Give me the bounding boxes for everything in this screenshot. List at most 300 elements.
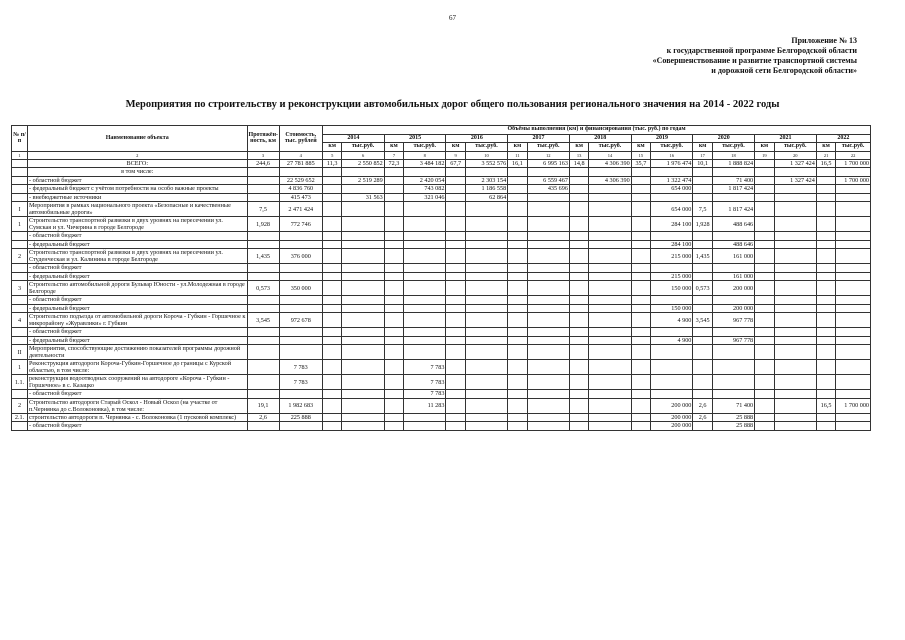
cell-km	[446, 360, 465, 375]
cell-km	[446, 202, 465, 217]
table-row	[12, 202, 871, 217]
row-cost	[279, 168, 322, 177]
cell-km	[384, 264, 403, 273]
cell-rub	[342, 413, 384, 422]
row-number: I	[12, 202, 28, 217]
table-row	[12, 422, 871, 431]
cell-rub	[527, 328, 569, 337]
cell-km	[755, 345, 774, 360]
row-number	[12, 240, 28, 249]
row-number: II	[12, 345, 28, 360]
cell-km	[631, 296, 650, 305]
cell-km	[384, 249, 403, 264]
column-index: 11	[508, 151, 527, 159]
cell-km	[631, 413, 650, 422]
row-length	[247, 176, 279, 185]
cell-rub	[712, 296, 754, 305]
cell-km	[816, 336, 835, 345]
cell-rub: 1 327 424	[774, 159, 816, 168]
row-cost: 7 783	[279, 375, 322, 390]
cell-rub	[465, 336, 507, 345]
row-number	[12, 328, 28, 337]
cell-km	[755, 232, 774, 241]
cell-km	[816, 272, 835, 281]
header-year: 2019	[631, 134, 693, 143]
row-number	[12, 422, 28, 431]
row-name: Реконструкция автодороги Короча-Губкин-Горшечное до границы с Курской областью, в том числе:	[28, 360, 248, 375]
cell-km	[755, 193, 774, 202]
row-cost	[279, 390, 322, 399]
row-cost	[279, 336, 322, 345]
cell-rub	[712, 360, 754, 375]
cell-km	[508, 345, 527, 360]
row-name: Строительство подъезда от автомобильной дороги Короча - Губкин - Горшечное к микрорайону «Журавлики» г. Губкин	[29, 313, 246, 327]
column-index: 17	[693, 151, 712, 159]
cell-rub: 6 995 163	[527, 159, 569, 168]
table-row	[12, 159, 871, 168]
cell-km	[322, 217, 341, 232]
header-unit-rub: тыс.руб.	[404, 143, 446, 152]
cell-rub: 284 100	[651, 240, 693, 249]
row-name: - внебюджетные источники	[28, 193, 248, 202]
row-length	[247, 240, 279, 249]
cell-rub	[342, 336, 384, 345]
header-name: Наименование объекта	[28, 126, 248, 152]
cell-km	[631, 264, 650, 273]
row-number	[12, 296, 28, 305]
cell-km	[569, 345, 588, 360]
cell-km	[693, 336, 712, 345]
cell-rub	[836, 390, 871, 399]
cell-rub	[712, 232, 754, 241]
row-cost: 772 746	[279, 217, 322, 232]
row-length	[247, 296, 279, 305]
cell-rub	[589, 168, 631, 177]
cell-km	[322, 398, 341, 413]
column-index: 15	[631, 151, 650, 159]
cell-rub	[527, 390, 569, 399]
cell-km	[384, 390, 403, 399]
table-row	[12, 249, 871, 264]
cell-rub	[465, 328, 507, 337]
header-unit-km: км	[322, 143, 341, 152]
cell-rub	[589, 232, 631, 241]
cell-km	[755, 272, 774, 281]
cell-rub	[589, 249, 631, 264]
row-cost: 27 781 885	[279, 159, 322, 168]
cell-km: 35,7	[631, 159, 650, 168]
cell-km	[446, 272, 465, 281]
cell-rub: 1 700 000	[836, 176, 871, 185]
row-number	[12, 159, 28, 168]
cell-rub	[651, 375, 693, 390]
cell-km	[693, 193, 712, 202]
row-name: - областной бюджет	[28, 296, 248, 305]
cell-rub	[774, 313, 816, 328]
cell-rub	[404, 249, 446, 264]
table-row	[12, 413, 871, 422]
cell-km	[322, 176, 341, 185]
cell-km	[755, 422, 774, 431]
cell-km	[322, 249, 341, 264]
cell-rub	[836, 296, 871, 305]
table-row	[12, 240, 871, 249]
header-length: Протяжён-ность, км	[247, 126, 279, 152]
cell-km	[508, 398, 527, 413]
cell-rub	[774, 185, 816, 194]
cell-rub: 161 000	[712, 272, 754, 281]
cell-rub	[774, 281, 816, 296]
cell-rub: 150 000	[651, 304, 693, 313]
cell-km	[693, 375, 712, 390]
cell-rub	[527, 168, 569, 177]
cell-km	[631, 281, 650, 296]
row-number: 3	[12, 281, 28, 296]
cell-rub	[465, 264, 507, 273]
header-unit-rub: тыс.руб.	[589, 143, 631, 152]
row-number	[12, 193, 28, 202]
row-length	[247, 232, 279, 241]
cell-rub: 1 817 424	[712, 185, 754, 194]
cell-km	[446, 281, 465, 296]
row-cost	[279, 240, 322, 249]
table-row	[12, 264, 871, 273]
cell-rub	[589, 375, 631, 390]
cell-km	[569, 398, 588, 413]
column-index: 12	[527, 151, 569, 159]
cell-rub	[404, 240, 446, 249]
header-year: 2021	[755, 134, 817, 143]
cell-rub	[712, 264, 754, 273]
cell-km	[693, 296, 712, 305]
cell-rub	[589, 360, 631, 375]
cell-km	[755, 168, 774, 177]
column-index: 13	[569, 151, 588, 159]
cell-km	[631, 272, 650, 281]
cell-rub	[527, 422, 569, 431]
cell-rub	[774, 360, 816, 375]
cell-rub	[651, 264, 693, 273]
cell-km	[631, 202, 650, 217]
row-length: 244,6	[247, 159, 279, 168]
cell-rub	[465, 217, 507, 232]
cell-rub	[712, 390, 754, 399]
cell-rub	[712, 345, 754, 360]
cell-km	[446, 336, 465, 345]
cell-km	[631, 422, 650, 431]
cell-km	[384, 375, 403, 390]
row-length	[247, 422, 279, 431]
cell-km	[755, 281, 774, 296]
cell-km	[322, 413, 341, 422]
cell-rub	[836, 313, 871, 328]
cell-km	[755, 313, 774, 328]
column-index: 22	[836, 151, 871, 159]
cell-rub	[404, 328, 446, 337]
table-row	[12, 360, 871, 375]
cell-km	[446, 345, 465, 360]
row-length: 2,6	[247, 413, 279, 422]
row-name: - областной бюджет	[28, 328, 248, 337]
row-name: - федеральный бюджет с учётом потребности на особо важные проекты	[28, 185, 248, 194]
cell-rub	[465, 202, 507, 217]
cell-km	[693, 422, 712, 431]
cell-rub: 200 000	[712, 281, 754, 296]
cell-rub	[404, 313, 446, 328]
cell-rub	[774, 217, 816, 232]
column-index: 16	[651, 151, 693, 159]
roads-table	[11, 125, 871, 431]
row-name: - областной бюджет	[28, 232, 248, 241]
cell-km	[693, 176, 712, 185]
cell-rub: 161 000	[712, 249, 754, 264]
cell-rub	[774, 304, 816, 313]
cell-km	[446, 185, 465, 194]
row-cost	[279, 264, 322, 273]
row-number: 2	[12, 249, 28, 264]
column-index-row	[12, 151, 871, 159]
cell-km	[755, 360, 774, 375]
cell-km	[508, 422, 527, 431]
cell-km	[755, 413, 774, 422]
cell-km	[322, 345, 341, 360]
cell-km	[569, 336, 588, 345]
cell-rub: 435 696	[527, 185, 569, 194]
cell-rub	[465, 345, 507, 360]
cell-rub	[836, 422, 871, 431]
cell-rub	[836, 232, 871, 241]
cell-rub: 7 783	[404, 390, 446, 399]
cell-km	[508, 360, 527, 375]
cell-km	[384, 281, 403, 296]
header-unit-km: км	[816, 143, 835, 152]
cell-km	[508, 240, 527, 249]
cell-rub	[527, 281, 569, 296]
row-length: 1,435	[247, 249, 279, 264]
header-unit-rub: тыс.руб.	[651, 143, 693, 152]
cell-rub	[836, 249, 871, 264]
cell-km	[569, 232, 588, 241]
cell-km	[446, 240, 465, 249]
cell-rub	[527, 413, 569, 422]
header-year: 2017	[508, 134, 570, 143]
cell-km	[693, 328, 712, 337]
row-name: реконструкция водоотводных сооружений на автодороге «Короча - Губкин - Горшечное» в с. Казацко	[28, 375, 248, 390]
cell-rub	[774, 390, 816, 399]
cell-km	[508, 336, 527, 345]
table-row	[12, 345, 871, 360]
cell-km: 67,7	[446, 159, 465, 168]
cell-km	[384, 336, 403, 345]
header-year: 2016	[446, 134, 508, 143]
header-year: 2018	[569, 134, 631, 143]
table-row	[12, 217, 871, 232]
cell-km	[816, 168, 835, 177]
cell-rub	[836, 345, 871, 360]
cell-km	[755, 328, 774, 337]
table-row	[12, 272, 871, 281]
cell-km	[816, 390, 835, 399]
cell-rub: 321 046	[404, 193, 446, 202]
cell-rub	[774, 264, 816, 273]
cell-rub	[465, 296, 507, 305]
cell-rub	[342, 304, 384, 313]
row-length	[247, 272, 279, 281]
cell-rub	[342, 422, 384, 431]
cell-km	[446, 398, 465, 413]
row-length	[247, 328, 279, 337]
cell-km	[693, 264, 712, 273]
row-cost: 972 678	[279, 313, 322, 328]
cell-rub	[342, 390, 384, 399]
cell-rub	[465, 422, 507, 431]
cell-rub	[342, 313, 384, 328]
cell-rub	[774, 345, 816, 360]
row-name: - областной бюджет	[28, 264, 248, 273]
cell-km	[693, 345, 712, 360]
row-length	[247, 304, 279, 313]
cell-km	[446, 304, 465, 313]
cell-km	[384, 398, 403, 413]
row-length: 0,573	[247, 281, 279, 296]
cell-km	[631, 345, 650, 360]
cell-rub: 1 817 424	[712, 202, 754, 217]
cell-rub	[527, 398, 569, 413]
cell-rub	[774, 249, 816, 264]
cell-km	[755, 217, 774, 232]
row-name: - областной бюджет	[28, 390, 248, 399]
cell-km	[384, 185, 403, 194]
column-index: 5	[322, 151, 341, 159]
cell-rub	[774, 168, 816, 177]
cell-km	[446, 264, 465, 273]
row-number	[12, 185, 28, 194]
cell-rub	[342, 328, 384, 337]
cell-rub	[836, 413, 871, 422]
cell-km	[508, 281, 527, 296]
row-name: - областной бюджет	[28, 422, 248, 431]
cell-rub	[465, 413, 507, 422]
cell-km: 16,5	[816, 398, 835, 413]
row-cost: 4 836 760	[279, 185, 322, 194]
cell-rub	[527, 375, 569, 390]
cell-km	[569, 375, 588, 390]
cell-km	[755, 398, 774, 413]
cell-rub: 2 519 289	[342, 176, 384, 185]
cell-km	[569, 281, 588, 296]
cell-km	[322, 272, 341, 281]
cell-rub: 4 900	[651, 336, 693, 345]
cell-km	[693, 272, 712, 281]
cell-km	[755, 185, 774, 194]
cell-rub	[465, 240, 507, 249]
cell-km	[322, 304, 341, 313]
cell-rub: 71 400	[712, 176, 754, 185]
row-cost: 350 000	[279, 281, 322, 296]
cell-km	[631, 390, 650, 399]
cell-km	[631, 360, 650, 375]
column-index: 19	[755, 151, 774, 159]
header-unit-rub: тыс.руб.	[465, 143, 507, 152]
cell-rub	[465, 232, 507, 241]
cell-rub	[589, 422, 631, 431]
cell-km	[631, 185, 650, 194]
cell-rub	[465, 375, 507, 390]
cell-rub	[404, 217, 446, 232]
cell-rub: 200 000	[651, 422, 693, 431]
cell-rub	[342, 240, 384, 249]
cell-rub	[589, 264, 631, 273]
cell-km	[631, 328, 650, 337]
header-unit-rub: тыс.руб.	[712, 143, 754, 152]
cell-km	[508, 193, 527, 202]
cell-rub	[465, 360, 507, 375]
cell-rub	[774, 272, 816, 281]
cell-km	[508, 249, 527, 264]
cell-km: 1,435	[693, 249, 712, 264]
row-length: 7,5	[247, 202, 279, 217]
cell-km	[816, 328, 835, 337]
cell-rub	[404, 264, 446, 273]
cell-rub	[527, 272, 569, 281]
cell-rub	[342, 296, 384, 305]
row-cost: 415 473	[279, 193, 322, 202]
cell-rub	[589, 296, 631, 305]
cell-km	[384, 422, 403, 431]
cell-rub	[589, 345, 631, 360]
cell-rub	[342, 232, 384, 241]
cell-km	[508, 168, 527, 177]
row-name: - федеральный бюджет	[28, 240, 248, 249]
cell-km	[384, 304, 403, 313]
cell-km	[322, 281, 341, 296]
cell-km	[446, 328, 465, 337]
header-cost: Стоимость, тыс. рублей	[279, 126, 322, 152]
cell-km	[693, 360, 712, 375]
cell-km	[322, 375, 341, 390]
document-title: Мероприятия по строительству и реконструкции автомобильных дорог общего пользования регионального значения на 2014 - 2022 годы	[125, 99, 780, 110]
cell-km	[384, 168, 403, 177]
row-length	[247, 193, 279, 202]
cell-rub	[589, 202, 631, 217]
cell-rub	[404, 168, 446, 177]
cell-km	[755, 296, 774, 305]
table-row	[12, 390, 871, 399]
row-length	[247, 185, 279, 194]
cell-rub	[712, 375, 754, 390]
column-index: 8	[404, 151, 446, 159]
cell-rub	[651, 390, 693, 399]
cell-rub	[465, 304, 507, 313]
cell-rub: 1 888 824	[712, 159, 754, 168]
cell-rub	[774, 296, 816, 305]
cell-km	[322, 360, 341, 375]
cell-km	[322, 240, 341, 249]
row-cost: 22 529 652	[279, 176, 322, 185]
cell-km	[508, 413, 527, 422]
cell-rub	[465, 390, 507, 399]
appendix-line: «Совершенствование и развитие транспортной системы	[652, 56, 857, 65]
cell-km	[508, 272, 527, 281]
cell-km	[693, 240, 712, 249]
row-name: - федеральный бюджет	[28, 272, 248, 281]
row-number	[12, 232, 28, 241]
cell-rub	[465, 272, 507, 281]
cell-km	[631, 232, 650, 241]
cell-rub	[342, 185, 384, 194]
cell-rub	[589, 304, 631, 313]
cell-km	[322, 193, 341, 202]
